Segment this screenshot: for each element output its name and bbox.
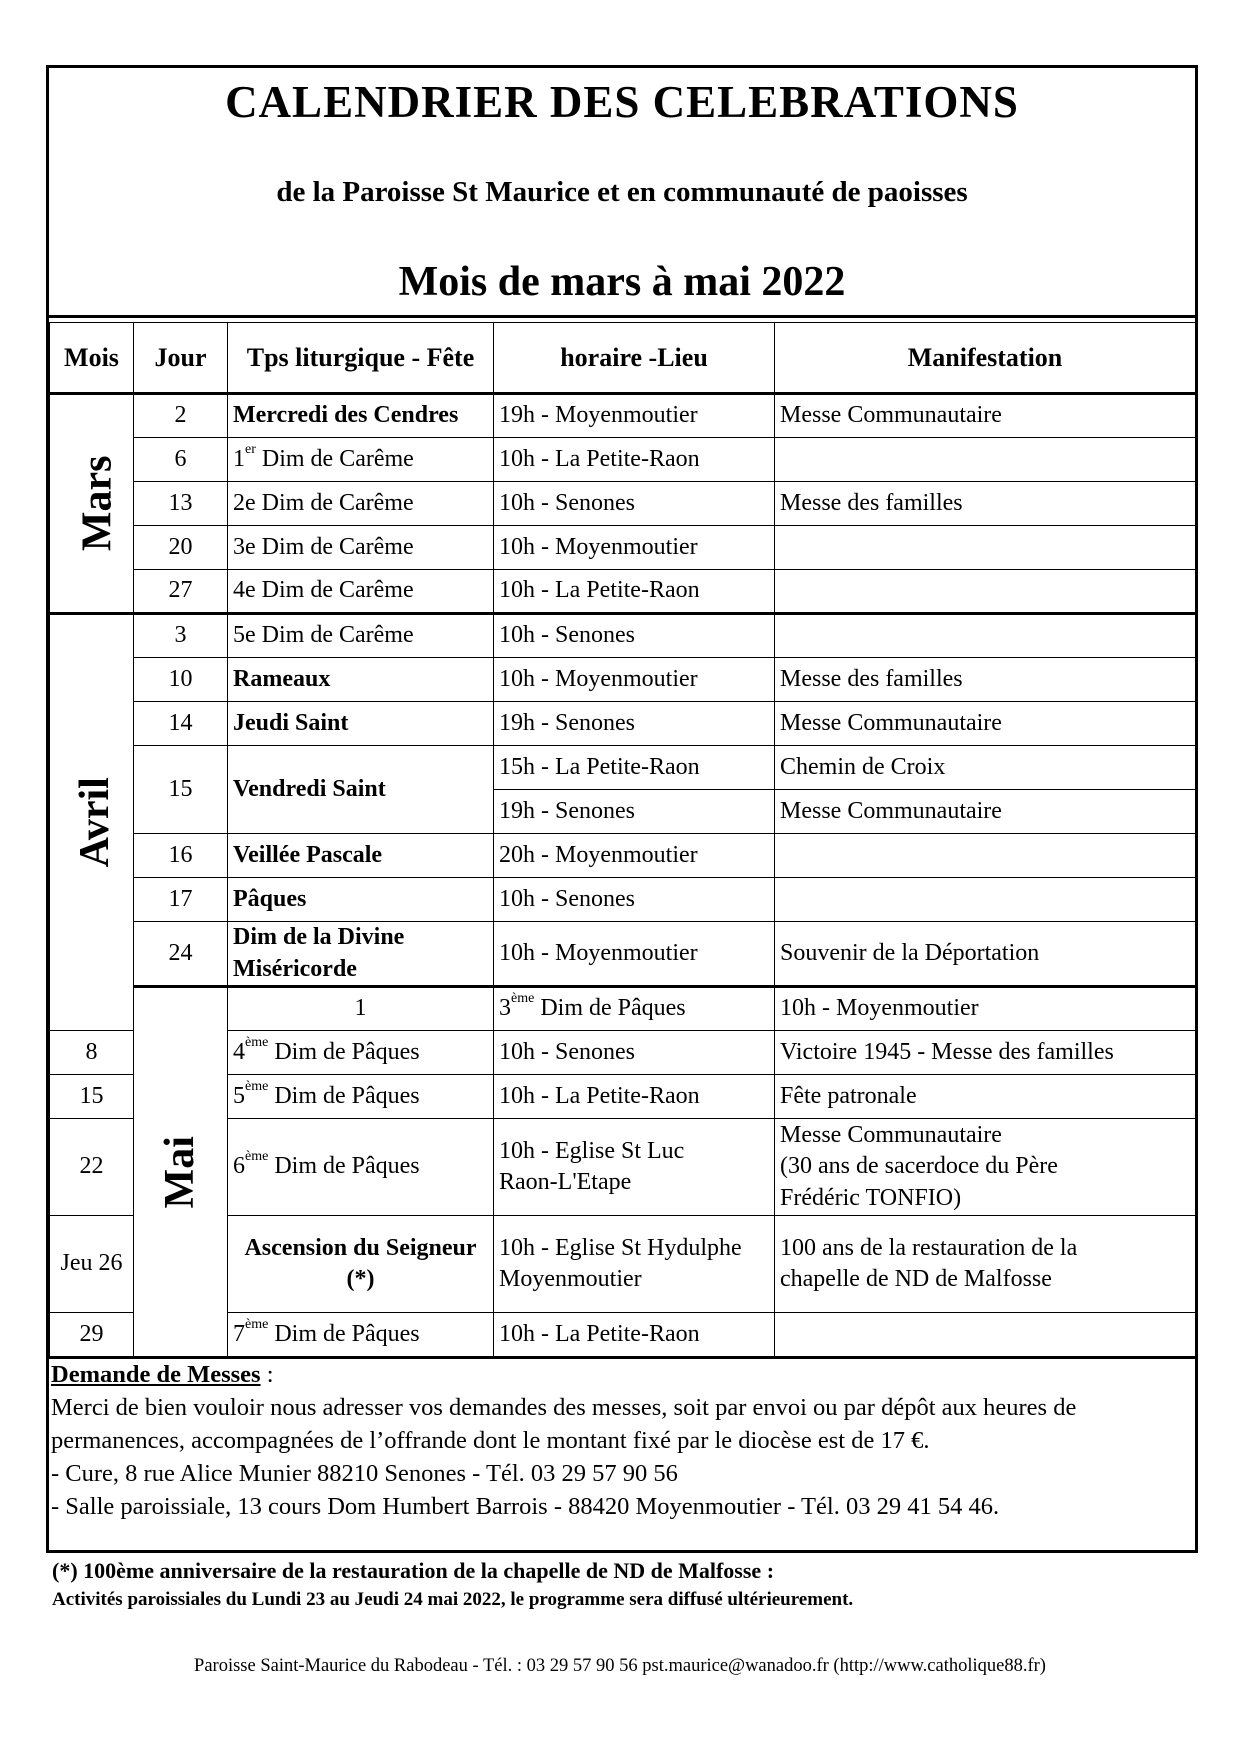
day-cell: 2 bbox=[134, 394, 228, 438]
table-row bbox=[50, 526, 1196, 570]
table-row bbox=[50, 614, 1196, 658]
table-row bbox=[50, 482, 1196, 526]
lieu-cell: 10h - La Petite-Raon bbox=[494, 438, 775, 482]
footnote-activities: Activités paroissiales du Lundi 23 au Jeudi 24 mai 2022, le programme sera diffusé ultérieurement. bbox=[52, 1589, 854, 1610]
page-title: CALENDRIER DES CELEBRATIONS bbox=[225, 77, 1019, 127]
fete-cell: Rameaux bbox=[228, 658, 494, 702]
fete-cell: 4e Dim de Carême bbox=[228, 570, 494, 614]
day-cell: 14 bbox=[134, 702, 228, 746]
lieu-cell: 19h - Moyenmoutier bbox=[494, 394, 775, 438]
lieu-cell: 19h - Senones bbox=[494, 702, 775, 746]
manif-cell bbox=[775, 1313, 1196, 1357]
manif-cell: Messe Communautaire bbox=[775, 702, 1196, 746]
lieu-cell: 10h - Moyenmoutier bbox=[775, 987, 1196, 1031]
day-cell: 15 bbox=[134, 746, 228, 834]
notes-line: - Cure, 8 rue Alice Munier 88210 Senones - Tél. 03 29 57 90 56 bbox=[51, 1460, 678, 1487]
month-label-mars: Mars bbox=[50, 394, 134, 614]
table-row bbox=[50, 746, 1196, 790]
period-heading: Mois de mars à mai 2022 bbox=[398, 259, 846, 305]
manif-cell: Messe des familles bbox=[775, 658, 1196, 702]
fete-cell: 4ème Dim de Pâques bbox=[228, 1031, 494, 1075]
day-cell: 27 bbox=[134, 570, 228, 614]
fete-cell: 5e Dim de Carême bbox=[228, 614, 494, 658]
fete-cell: Pâques bbox=[228, 878, 494, 922]
fete-cell: Ascension du Seigneur (*) bbox=[228, 1216, 494, 1313]
day-cell: 8 bbox=[50, 1031, 134, 1075]
manif-cell bbox=[775, 614, 1196, 658]
day-cell: Jeu 26 bbox=[50, 1216, 134, 1313]
table-row bbox=[50, 878, 1196, 922]
day-cell: 15 bbox=[50, 1075, 134, 1119]
lieu-cell: 10h - Senones bbox=[494, 614, 775, 658]
table-row bbox=[50, 658, 1196, 702]
day-cell: 10 bbox=[134, 658, 228, 702]
fete-cell: Veillée Pascale bbox=[228, 834, 494, 878]
lieu-cell: 10h - Senones bbox=[494, 482, 775, 526]
day-cell: 3 bbox=[134, 614, 228, 658]
day-cell: 22 bbox=[50, 1119, 134, 1216]
table-row bbox=[50, 834, 1196, 878]
day-cell: 20 bbox=[134, 526, 228, 570]
table-row bbox=[50, 987, 1196, 1031]
page-subtitle: de la Paroisse St Maurice et en communauté de paoisses bbox=[276, 176, 968, 208]
fete-cell: 2e Dim de Carême bbox=[228, 482, 494, 526]
day-cell: 1 bbox=[228, 987, 494, 1031]
fete-cell: 5ème Dim de Pâques bbox=[228, 1075, 494, 1119]
fete-cell: 6ème Dim de Pâques bbox=[228, 1119, 494, 1216]
table-row bbox=[50, 922, 1196, 987]
footnote-anniversary: (*) 100ème anniversaire de la restauration de la chapelle de ND de Malfosse : bbox=[52, 1558, 775, 1583]
manif-cell: Fête patronale bbox=[775, 1075, 1196, 1119]
day-cell: 17 bbox=[134, 878, 228, 922]
fete-cell: Dim de la Divine Miséricorde bbox=[228, 922, 494, 987]
lieu-cell: 10h - Moyenmoutier bbox=[494, 922, 775, 987]
fete-cell: 1er Dim de Carême bbox=[228, 438, 494, 482]
manif-cell bbox=[775, 834, 1196, 878]
manif-cell: Messe Communautaire bbox=[775, 790, 1196, 834]
day-cell: 6 bbox=[134, 438, 228, 482]
manif-cell bbox=[775, 878, 1196, 922]
page-footer: Paroisse Saint-Maurice du Rabodeau - Tél. : 03 29 57 90 56 pst.maurice@wanadoo.fr (http://www.catholique88.fr) bbox=[194, 1656, 1046, 1676]
manif-cell: Chemin de Croix bbox=[775, 746, 1196, 790]
col-header-lieu: horaire -Lieu bbox=[494, 323, 775, 394]
day-cell: 29 bbox=[50, 1313, 134, 1357]
title-divider bbox=[46, 315, 1198, 318]
lieu-cell: 10h - Moyenmoutier bbox=[494, 526, 775, 570]
fete-cell: 3e Dim de Carême bbox=[228, 526, 494, 570]
manif-cell: Victoire 1945 - Messe des familles bbox=[775, 1031, 1196, 1075]
manif-cell: 100 ans de la restauration de la chapelle de ND de Malfosse bbox=[775, 1216, 1196, 1313]
manif-cell bbox=[775, 526, 1196, 570]
mass-request-notes bbox=[51, 1358, 1191, 1523]
manif-cell bbox=[775, 438, 1196, 482]
lieu-cell: 10h - La Petite-Raon bbox=[494, 1313, 775, 1357]
celebrations-table bbox=[49, 322, 1196, 1357]
manif-cell: Messe des familles bbox=[775, 482, 1196, 526]
notes-line: permanences, accompagnées de l’offrande dont le montant fixé par le diocèse est de 17 €. bbox=[51, 1427, 930, 1454]
col-header-mois: Mois bbox=[50, 323, 134, 394]
day-cell: 24 bbox=[134, 922, 228, 987]
table-row bbox=[50, 394, 1196, 438]
lieu-cell: 10h - Senones bbox=[494, 1031, 775, 1075]
fete-cell: 7ème Dim de Pâques bbox=[228, 1313, 494, 1357]
table-row bbox=[50, 702, 1196, 746]
lieu-cell: 10h - Moyenmoutier bbox=[494, 658, 775, 702]
manif-cell: Messe Communautaire (30 ans de sacerdoce du Père Frédéric TONFIO) bbox=[775, 1119, 1196, 1216]
manif-cell: Messe Communautaire bbox=[775, 394, 1196, 438]
fete-cell: 3ème Dim de Pâques bbox=[494, 987, 775, 1031]
lieu-cell: 10h - Senones bbox=[494, 878, 775, 922]
lieu-cell: 10h - La Petite-Raon bbox=[494, 570, 775, 614]
notes-heading: Demande de Messes : bbox=[51, 1361, 274, 1388]
table-row bbox=[50, 438, 1196, 482]
lieu-cell: 10h - La Petite-Raon bbox=[494, 1075, 775, 1119]
lieu-cell: 15h - La Petite-Raon bbox=[494, 746, 775, 790]
col-header-manifestation: Manifestation bbox=[775, 323, 1196, 394]
day-cell: 13 bbox=[134, 482, 228, 526]
month-label-mai: Mai bbox=[134, 987, 228, 1357]
col-header-jour: Jour bbox=[134, 323, 228, 394]
lieu-cell: 20h - Moyenmoutier bbox=[494, 834, 775, 878]
lieu-cell: 10h - Eglise St Hydulphe Moyenmoutier bbox=[494, 1216, 775, 1313]
fete-cell: Vendredi Saint bbox=[228, 746, 494, 834]
notes-line: Merci de bien vouloir nous adresser vos demandes des messes, soit par envoi ou par dépôt aux heures de bbox=[51, 1394, 1077, 1421]
lieu-cell: 10h - Eglise St Luc Raon-L'Etape bbox=[494, 1119, 775, 1216]
col-header-fete: Tps liturgique - Fête bbox=[228, 323, 494, 394]
manif-cell: Souvenir de la Déportation bbox=[775, 922, 1196, 987]
table-row bbox=[50, 570, 1196, 614]
manif-cell bbox=[775, 570, 1196, 614]
fete-cell: Jeudi Saint bbox=[228, 702, 494, 746]
fete-cell: Mercredi des Cendres bbox=[228, 394, 494, 438]
month-label-avril: Avril bbox=[50, 614, 134, 1031]
notes-line: - Salle paroissiale, 13 cours Dom Humbert Barrois - 88420 Moyenmoutier - Tél. 03 29 41 54 46. bbox=[51, 1493, 1000, 1520]
day-cell: 16 bbox=[134, 834, 228, 878]
lieu-cell: 19h - Senones bbox=[494, 790, 775, 834]
